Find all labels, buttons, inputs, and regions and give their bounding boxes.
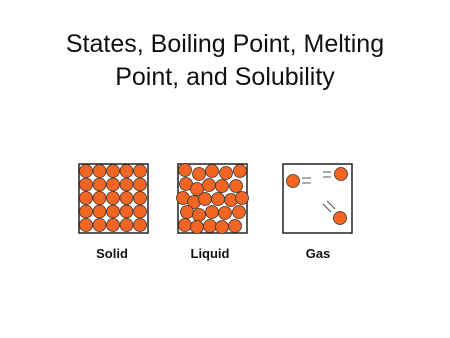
particle (80, 165, 93, 178)
particle (179, 164, 192, 177)
particle (134, 219, 147, 232)
solid-label: Solid (96, 246, 128, 261)
gas-particle (287, 175, 300, 188)
particle (120, 192, 133, 205)
particle (93, 205, 106, 218)
gas-particle (335, 168, 348, 181)
liquid-label: Liquid (190, 246, 230, 261)
particle (234, 165, 247, 178)
particle (93, 219, 106, 232)
particle (80, 205, 93, 218)
particle (212, 193, 225, 206)
liquid-panel (177, 164, 249, 262)
particle (230, 180, 243, 193)
particle (93, 165, 106, 178)
gas-label: Gas (305, 246, 331, 261)
particle (107, 192, 120, 205)
particle (181, 206, 194, 219)
particle (236, 192, 249, 205)
particle (179, 219, 192, 232)
particle (120, 205, 133, 218)
particle (204, 220, 217, 233)
particle (220, 167, 233, 180)
gas-panel (283, 164, 352, 261)
particle (203, 179, 216, 192)
liquid-particles (177, 164, 249, 234)
particle (80, 219, 93, 232)
gas-motion-lines (302, 172, 335, 212)
particle (134, 205, 147, 218)
particle (206, 165, 219, 178)
particle (193, 209, 206, 222)
particle (120, 219, 133, 232)
particle (199, 193, 212, 206)
particle (80, 178, 93, 191)
particle (193, 168, 206, 181)
particle (107, 165, 120, 178)
particle (191, 221, 204, 234)
particle (216, 221, 229, 234)
particle (134, 178, 147, 191)
particle (93, 192, 106, 205)
gas-particle (334, 212, 347, 225)
particle (134, 165, 147, 178)
particle (233, 206, 246, 219)
title-line-2: Point, and Solubility (115, 63, 335, 91)
solid-particles (80, 165, 147, 232)
particle (229, 220, 242, 233)
title-line-1: States, Boiling Point, Melting (65, 30, 385, 58)
particle (107, 205, 120, 218)
solid-panel (79, 164, 148, 261)
particle (206, 206, 219, 219)
particle (107, 219, 120, 232)
particle (120, 178, 133, 191)
particle (80, 192, 93, 205)
particle (107, 178, 120, 191)
particle (120, 165, 133, 178)
particle (216, 180, 229, 193)
particle (219, 207, 232, 220)
particle (134, 192, 147, 205)
particle (93, 178, 106, 191)
